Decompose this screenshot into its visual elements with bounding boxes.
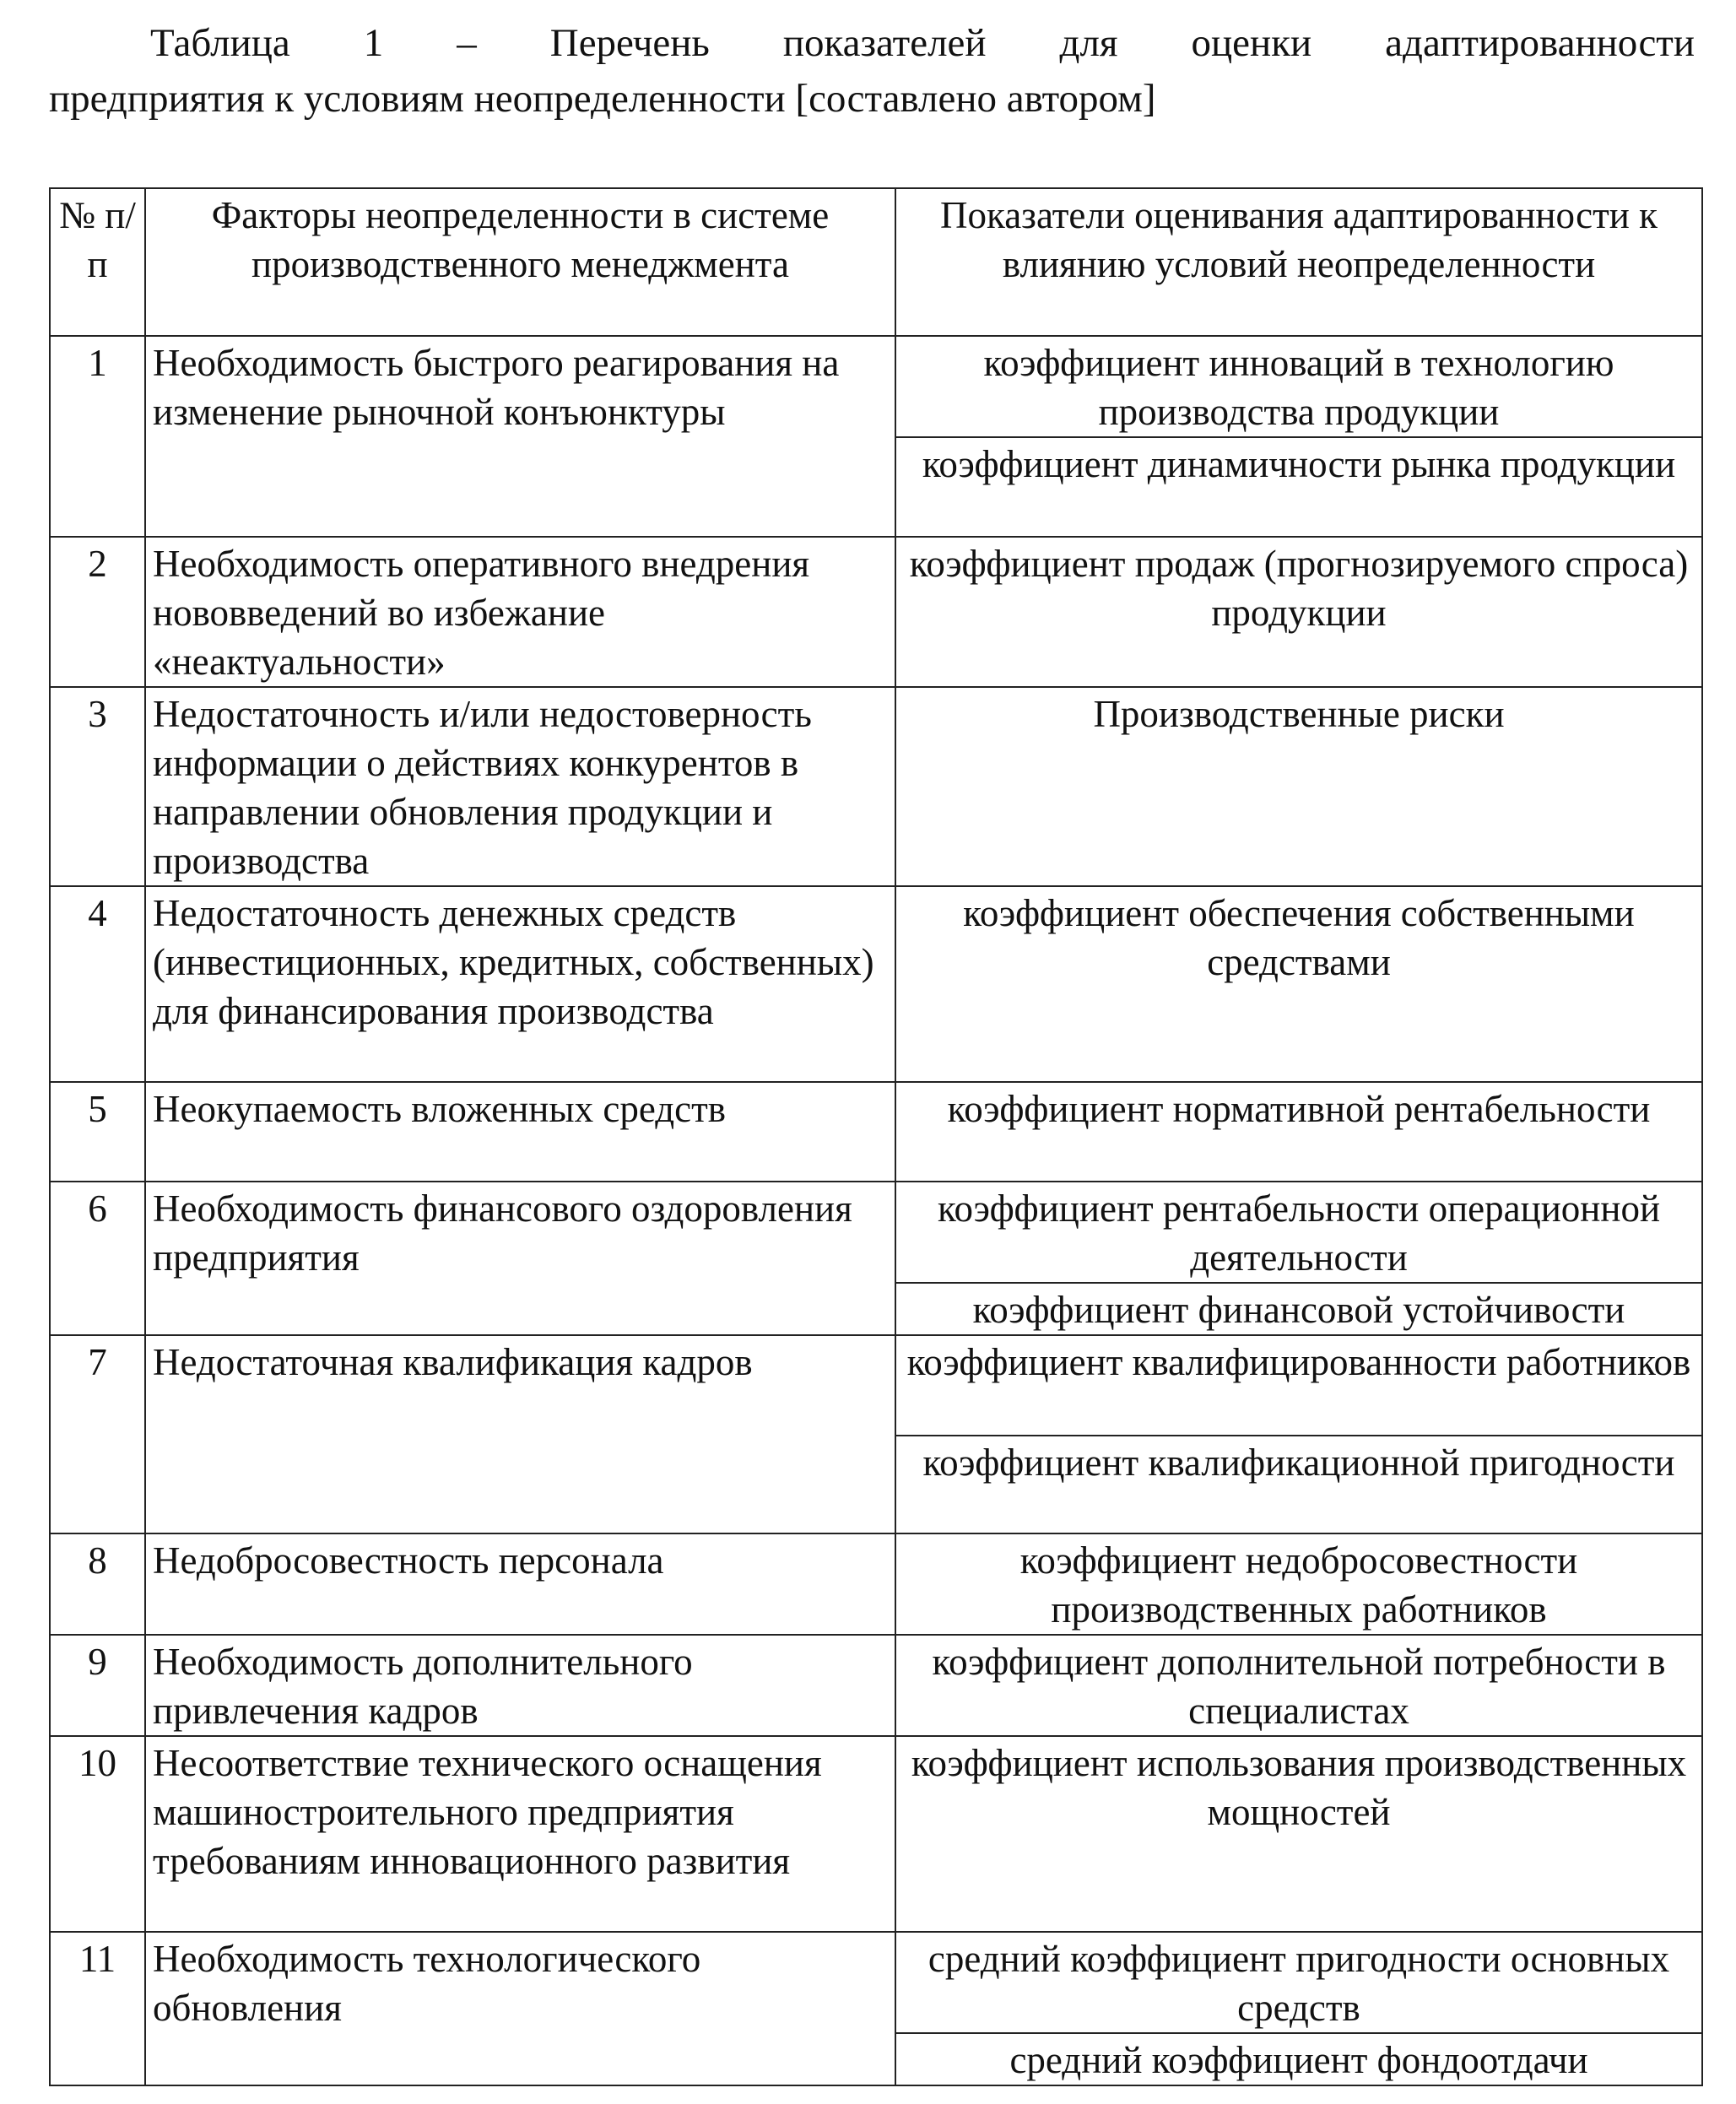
indicator: коэффициент квалификационной пригодности bbox=[895, 1436, 1702, 1533]
table-row bbox=[50, 1533, 1702, 1635]
row-number: 8 bbox=[50, 1533, 145, 1635]
indicator: коэффициент динамичности рынка продукции bbox=[895, 437, 1702, 537]
table-row bbox=[50, 336, 1702, 437]
uncertainty-factor: Недобросовестность персонала bbox=[145, 1533, 895, 1635]
table-row bbox=[50, 1932, 1702, 2033]
header-factor: Факторы неопределенности в системе производственного менеджмента bbox=[145, 188, 895, 336]
uncertainty-factor: Необходимость дополнительного привлечения кадров bbox=[145, 1635, 895, 1736]
indicators-table bbox=[49, 187, 1703, 2086]
header-indicator: Показатели оценивания адаптированности к влиянию условий неопределенности bbox=[895, 188, 1702, 336]
table-row bbox=[50, 537, 1702, 687]
indicator: коэффициент дополнительной потребности в специалистах bbox=[895, 1635, 1702, 1736]
table-row bbox=[50, 1335, 1702, 1436]
indicator: средний коэффициент фондоотдачи bbox=[895, 2033, 1702, 2085]
indicator: средний коэффициент пригодности основных средств bbox=[895, 1932, 1702, 2033]
uncertainty-factor: Необходимость оперативного внедрения нововведений во избежание «неактуальности» bbox=[145, 537, 895, 687]
row-number: 1 bbox=[50, 336, 145, 537]
table-row bbox=[50, 1736, 1702, 1932]
table-caption bbox=[49, 15, 1695, 127]
uncertainty-factor: Недостаточность денежных средств (инвестиционных, кредитных, собственных) для финансирования производства bbox=[145, 886, 895, 1082]
uncertainty-factor: Необходимость технологического обновления bbox=[145, 1932, 895, 2085]
row-number: 9 bbox=[50, 1635, 145, 1736]
uncertainty-factor: Необходимость финансового оздоровления предприятия bbox=[145, 1182, 895, 1335]
uncertainty-factor: Недостаточность и/или недостоверность информации о действиях конкурентов в направлении обновления продукции и производства bbox=[145, 687, 895, 886]
uncertainty-factor: Необходимость быстрого реагирования на изменение рыночной конъюнктуры bbox=[145, 336, 895, 537]
indicator: Производственные риски bbox=[895, 687, 1702, 886]
row-number: 5 bbox=[50, 1082, 145, 1182]
table-header-row bbox=[50, 188, 1702, 336]
row-number: 7 bbox=[50, 1335, 145, 1533]
caption-line-2: предприятия к условиям неопределенности [составлено автором] bbox=[49, 77, 1156, 121]
indicator: коэффициент рентабельности операционной деятельности bbox=[895, 1182, 1702, 1283]
header-num: № п/п bbox=[50, 188, 145, 336]
indicator: коэффициент квалифицированности работников bbox=[895, 1335, 1702, 1436]
indicator: коэффициент продаж (прогнозируемого спроса) продукции bbox=[895, 537, 1702, 687]
row-number: 4 bbox=[50, 886, 145, 1082]
row-number: 2 bbox=[50, 537, 145, 687]
indicator: коэффициент инноваций в технологию производства продукции bbox=[895, 336, 1702, 437]
table-row bbox=[50, 1082, 1702, 1182]
indicator: коэффициент использования производственных мощностей bbox=[895, 1736, 1702, 1932]
uncertainty-factor: Неокупаемость вложенных средств bbox=[145, 1082, 895, 1182]
indicator: коэффициент недобросовестности производственных работников bbox=[895, 1533, 1702, 1635]
uncertainty-factor: Несоответствие технического оснащения машиностроительного предприятия требованиям инновационного развития bbox=[145, 1736, 895, 1932]
indicator: коэффициент нормативной рентабельности bbox=[895, 1082, 1702, 1182]
row-number: 11 bbox=[50, 1932, 145, 2085]
table-row bbox=[50, 1635, 1702, 1736]
row-number: 6 bbox=[50, 1182, 145, 1335]
caption-line-1: Таблица 1 – Перечень показателей для оценки адаптированности bbox=[150, 21, 1695, 65]
table-row bbox=[50, 886, 1702, 1082]
row-number: 3 bbox=[50, 687, 145, 886]
row-number: 10 bbox=[50, 1736, 145, 1932]
indicator: коэффициент финансовой устойчивости bbox=[895, 1283, 1702, 1335]
table-row bbox=[50, 1182, 1702, 1283]
indicator: коэффициент обеспечения собственными средствами bbox=[895, 886, 1702, 1082]
table-row bbox=[50, 687, 1702, 886]
uncertainty-factor: Недостаточная квалификация кадров bbox=[145, 1335, 895, 1533]
